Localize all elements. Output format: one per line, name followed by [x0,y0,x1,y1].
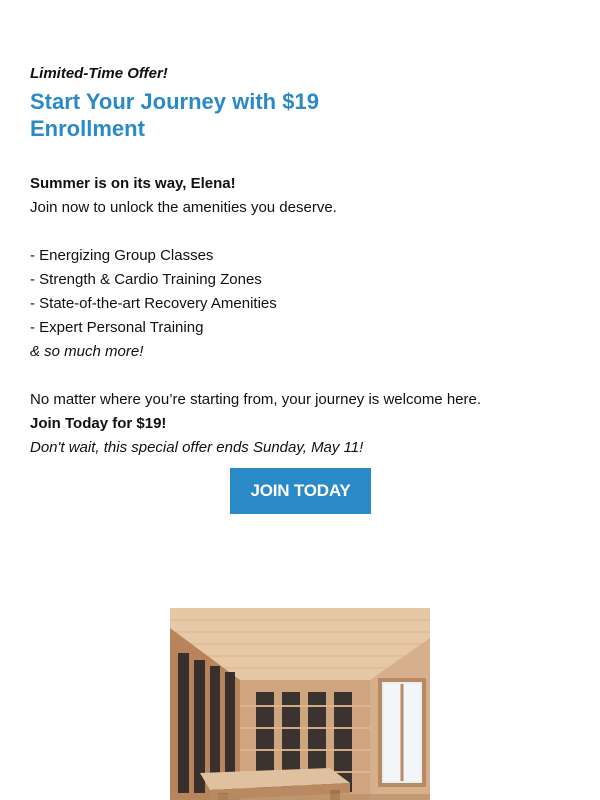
join-price-text: Join Today for $19! [30,415,167,432]
join-today-button[interactable]: JOIN TODAY [230,468,371,514]
amenity-item: - Energizing Group Classes [30,247,214,264]
sauna-room-photo [170,608,430,800]
spacer [30,364,570,388]
spacer [30,220,570,244]
more-text: & so much more! [30,343,144,360]
cta-container [230,468,371,514]
amenity-item: - Expert Personal Training [30,319,204,336]
email-content [30,64,570,460]
sauna-image [170,608,430,800]
welcome-text: No matter where you’re starting from, your journey is welcome here. [30,391,482,408]
amenity-item: - Strength & Cardio Training Zones [30,271,262,288]
amenity-item: - State-of-the-art Recovery Amenities [30,295,277,312]
greeting-text: Summer is on its way, Elena! [30,175,236,192]
intro-text: Join now to unlock the amenities you deserve. [30,199,337,216]
offer-eyebrow: Limited-Time Offer! [30,65,168,82]
deadline-text: Don't wait, this special offer ends Sunday, May 11! [30,439,364,456]
offer-headline: Start Your Journey with $19 Enrollment [30,89,319,141]
